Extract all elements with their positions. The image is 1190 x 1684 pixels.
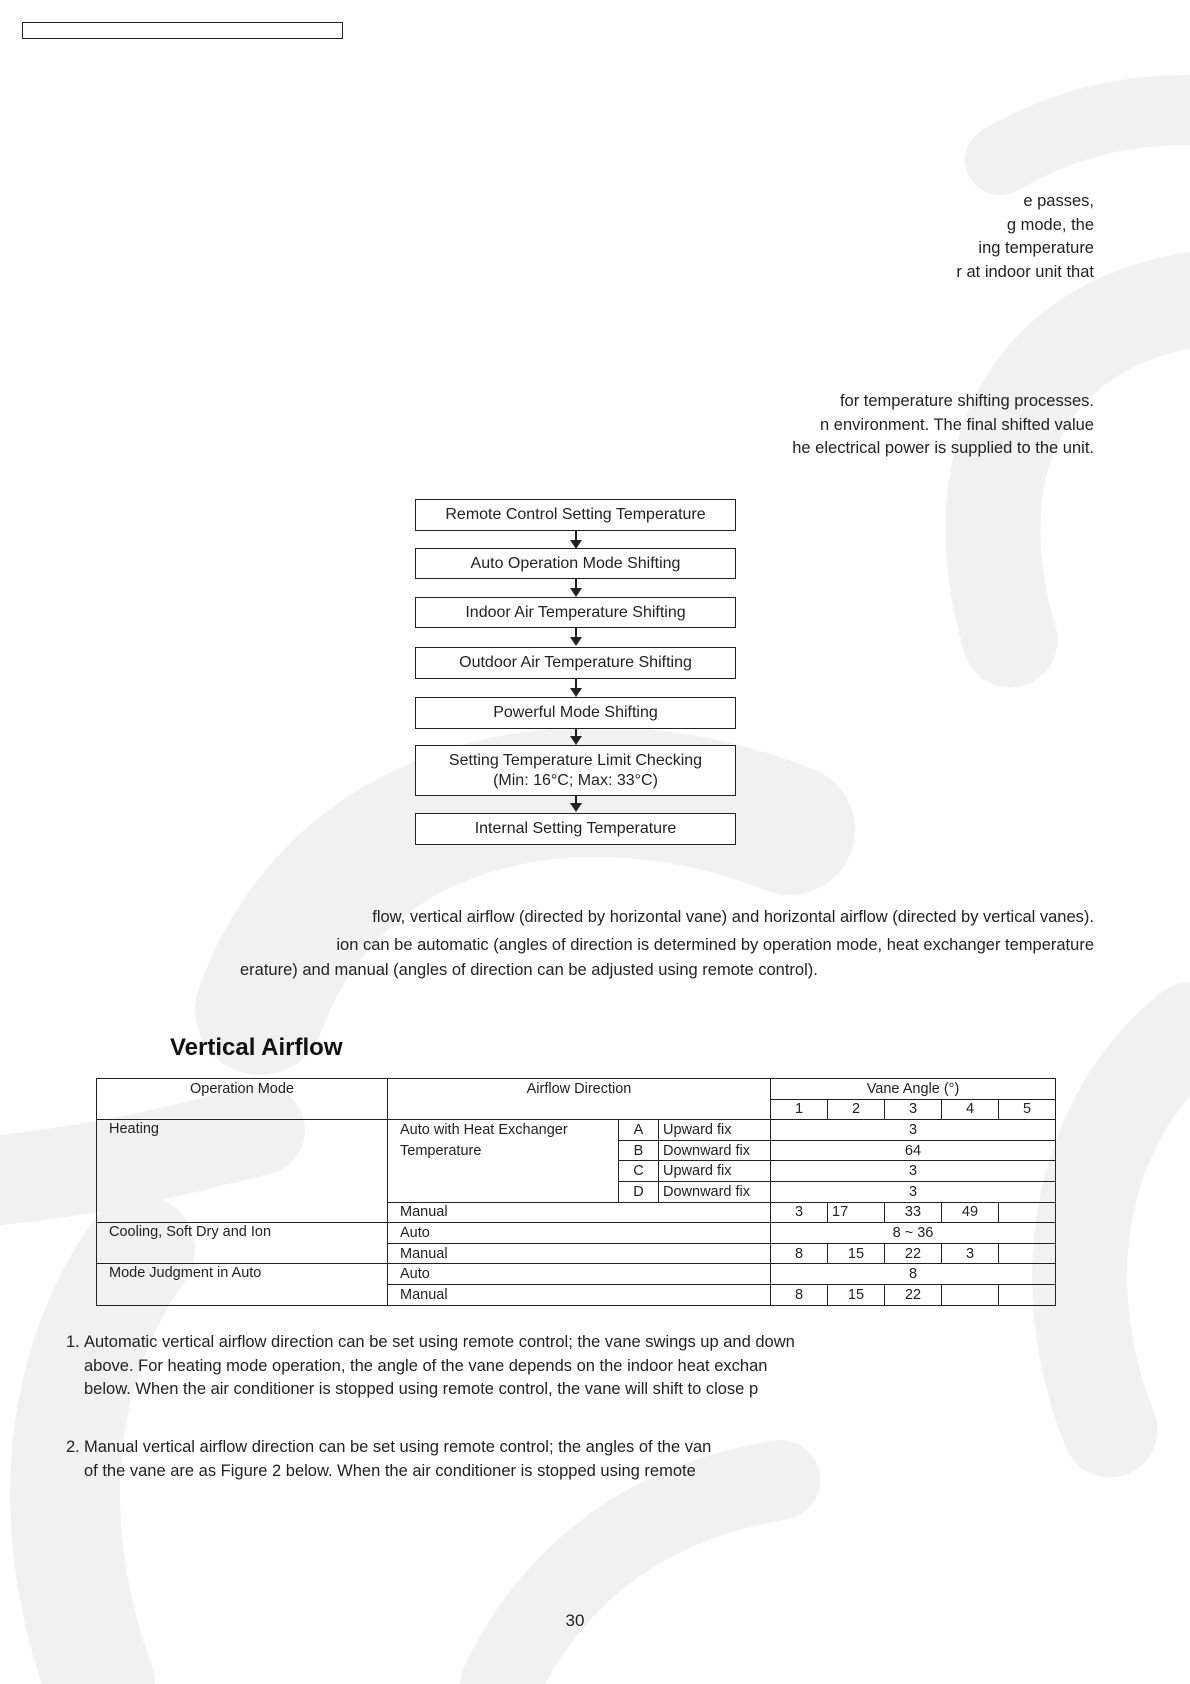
table-header-row <box>97 1079 1056 1100</box>
flow-step-range: (Min: 16°C; Max: 33°C) <box>493 771 658 789</box>
sub-desc: Downward fix <box>659 1140 771 1161</box>
judgment-manual-label: Manual <box>388 1284 771 1305</box>
angle-col-4: 4 <box>942 1099 999 1120</box>
table-cell <box>388 1181 619 1202</box>
sub-desc: Downward fix <box>659 1181 771 1202</box>
table-subheader-row <box>97 1099 1056 1120</box>
sub-desc: Upward fix <box>659 1120 771 1141</box>
table-cell <box>388 1161 619 1182</box>
flow-step-label: Remote Control Setting Temperature <box>445 506 706 523</box>
mode-cooling: Cooling, Soft Dry and Ion <box>97 1223 388 1264</box>
text-line: he electrical power is supplied to the unit. <box>792 439 1094 457</box>
note-2 <box>66 1436 711 1483</box>
angle-col-3: 3 <box>885 1099 942 1120</box>
angle-value: 22 <box>885 1284 942 1305</box>
angle-value: 3 <box>942 1243 999 1264</box>
angle-col-5: 5 <box>999 1099 1056 1120</box>
angle-col-2: 2 <box>828 1099 885 1120</box>
flow-step-label: Powerful Mode Shifting <box>493 704 658 721</box>
angle-value: 49 <box>942 1202 999 1223</box>
table-row <box>97 1120 1056 1141</box>
mode-judgment: Mode Judgment in Auto <box>97 1264 388 1305</box>
table-cell <box>388 1099 771 1120</box>
heating-auto-label: Auto with Heat Exchanger <box>388 1120 619 1141</box>
vertical-airflow-table <box>96 1078 1056 1306</box>
angle-value: 33 <box>885 1202 942 1223</box>
flow-step-label: Indoor Air Temperature Shifting <box>465 603 686 621</box>
sub-code: B <box>619 1140 659 1161</box>
note-1 <box>66 1331 795 1402</box>
angle-value: 22 <box>885 1243 942 1264</box>
angle-value: 8 <box>771 1243 828 1264</box>
angle-value: 8 ~ 36 <box>771 1223 1056 1244</box>
note-line <box>66 1331 795 1355</box>
heating-manual-label: Manual <box>388 1202 771 1223</box>
note-text: Manual vertical airflow direction can be set using remote control; the angles of the van <box>84 1438 712 1456</box>
note-line <box>66 1436 711 1460</box>
angle-value: 8 <box>771 1284 828 1305</box>
table-row <box>97 1264 1056 1285</box>
angle-col-1: 1 <box>771 1099 828 1120</box>
angle-value: 64 <box>771 1140 1056 1161</box>
note-number: 2. <box>66 1438 80 1456</box>
table-cell <box>97 1099 388 1120</box>
judgment-auto-label: Auto <box>388 1264 771 1285</box>
text-line: flow, vertical airflow (directed by horizontal vane) and horizontal airflow (directed by vertical vanes). <box>372 908 1094 926</box>
angle-value: 8 <box>771 1264 1056 1285</box>
header-airflow-direction: Airflow Direction <box>388 1079 771 1100</box>
text-line: for temperature shifting processes. <box>839 392 1094 410</box>
text-line: erature) and manual (angles of direction can be adjusted using remote control). <box>240 961 818 979</box>
angle-value: 3 <box>771 1161 1056 1182</box>
angle-value: 3 <box>771 1120 1056 1141</box>
heating-auto-label-cont: Temperature <box>388 1140 619 1161</box>
note-line: of the vane are as Figure 2 below. When the air conditioner is stopped using remote <box>84 1461 696 1480</box>
angle-value: 15 <box>828 1284 885 1305</box>
flow-step-label: Auto Operation Mode Shifting <box>470 554 681 572</box>
text-line: g mode, the <box>1006 216 1094 234</box>
sub-code: A <box>619 1120 659 1141</box>
angle-value: 15 <box>828 1243 885 1264</box>
angle-value <box>999 1243 1056 1264</box>
sub-code: D <box>619 1181 659 1202</box>
flow-step-label: Internal Setting Temperature <box>474 820 677 837</box>
flow-step-label: Setting Temperature Limit Checking <box>448 751 703 769</box>
angle-value <box>999 1284 1056 1305</box>
cooling-manual-label: Manual <box>388 1243 771 1264</box>
text-line: ing temperature <box>978 239 1094 257</box>
note-number: 1. <box>66 1333 80 1351</box>
angle-value: 17 <box>828 1202 885 1223</box>
angle-value <box>999 1202 1056 1223</box>
text-line: ion can be automatic (angles of direction is determined by operation mode, heat exchanger temperature <box>336 936 1094 954</box>
angle-value: 3 <box>771 1181 1056 1202</box>
header-vane-angle: Vane Angle (°) <box>771 1079 1056 1100</box>
text-line: n environment. The final shifted value <box>820 416 1094 434</box>
sub-desc: Upward fix <box>659 1161 771 1182</box>
angle-value <box>942 1284 999 1305</box>
mode-heating: Heating <box>97 1120 388 1223</box>
header-operation-mode: Operation Mode <box>97 1079 388 1100</box>
flow-step-label: Outdoor Air Temperature Shifting <box>459 654 692 671</box>
text-line: e passes, <box>1023 192 1094 210</box>
note-line: below. When the air conditioner is stopped using remote control, the vane will shift to close p <box>84 1380 759 1398</box>
text-line: r at indoor unit that <box>956 263 1094 281</box>
note-line: above. For heating mode operation, the angle of the vane depends on the indoor heat exchan <box>84 1356 768 1375</box>
cooling-auto-label: Auto <box>388 1223 771 1244</box>
sub-code: C <box>619 1161 659 1182</box>
page-number: 30 <box>565 1611 585 1630</box>
table-row <box>97 1223 1056 1244</box>
section-title: Vertical Airflow <box>170 1034 343 1061</box>
note-text: Automatic vertical airflow direction can be set using remote control; the vane swings up and down <box>84 1333 795 1351</box>
angle-value: 3 <box>771 1202 828 1223</box>
